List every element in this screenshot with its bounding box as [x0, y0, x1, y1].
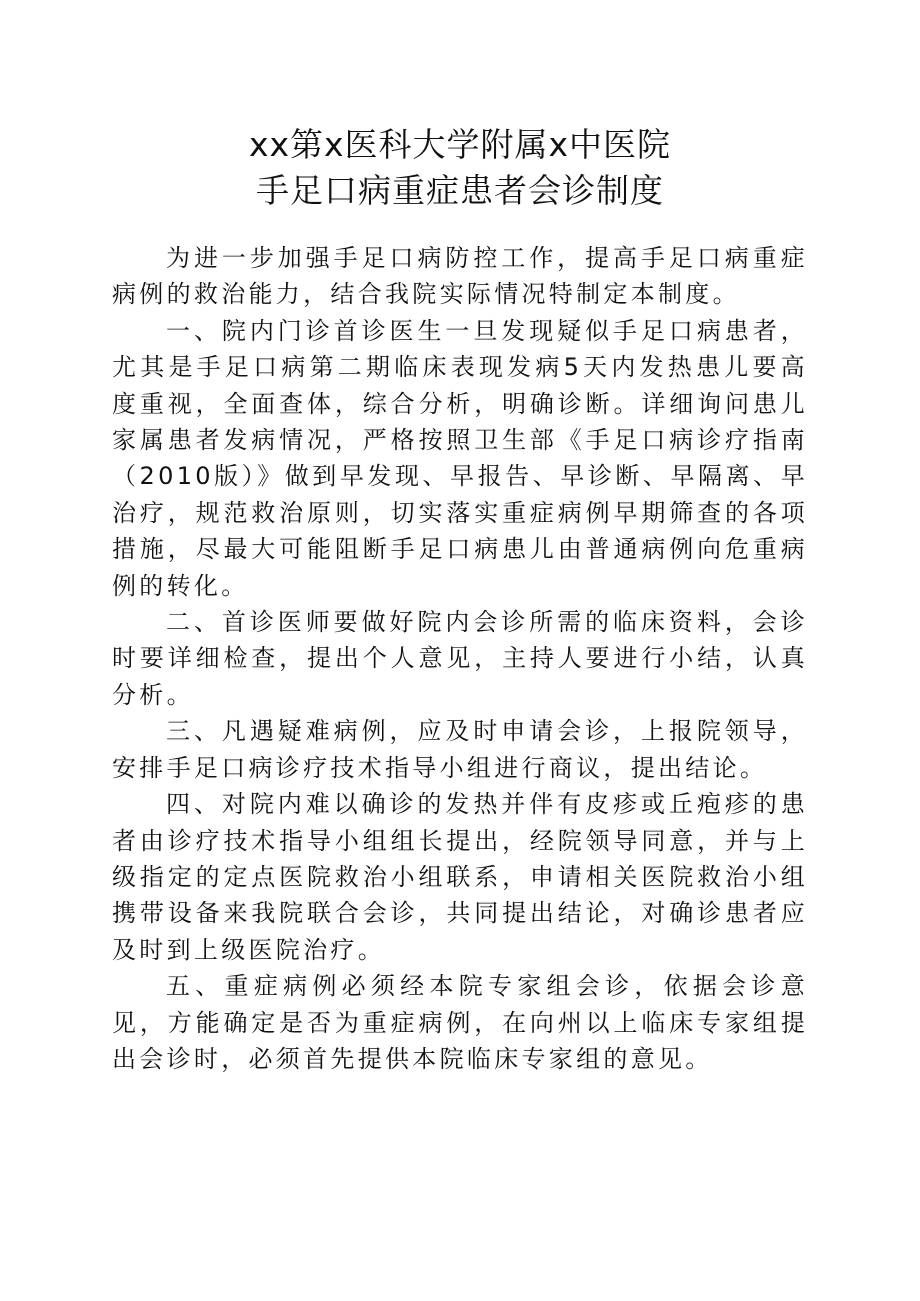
title-regulation-name: 手足口病重症患者会诊制度 [256, 171, 664, 210]
paragraph-intro: 为进一步加强手足口病防控工作，提高手足口病重症病例的救治能力，结合我院实际情况特制定本制度。 [112, 244, 808, 309]
paragraph-item-1: 一、院内门诊首诊医生一旦发现疑似手足口病患者，尤其是手足口病第二期临床表现发病5天内发热患儿要高度重视，全面查体，综合分析，明确诊断。详细询问患儿家属患者发病情况，严格按照卫生部《手足口病诊疗指南（2010版）》做到早发现、早报告、早诊断、早隔离、早治疗，规范救治原则，切实落实重症病例早期筛查的各项措施，尽最大可能阻断手足口病患儿由普通病例向危重病例的转化。 [112, 316, 808, 600]
document-title [0, 122, 920, 214]
paragraph-item-2: 二、首诊医师要做好院内会诊所需的临床资料，会诊时要详细检查，提出个人意见，主持人要进行小结，认真分析。 [112, 608, 808, 709]
paragraph-item-4: 四、对院内难以确诊的发热并伴有皮疹或丘疱疹的患者由诊疗技术指导小组组长提出，经院领导同意，并与上级指定的定点医院救治小组联系，申请相关医院救治小组携带设备来我院联合会诊，共同提出结论，对确诊患者应及时到上级医院治疗。 [112, 790, 808, 964]
title-hospital-name: xx第x医科大学附属x中医院 [248, 125, 672, 164]
paragraph-item-5: 五、重症病例必须经本院专家组会诊，依据会诊意见，方能确定是否为重症病例，在向州以上临床专家组提出会诊时，必须首先提供本院临床专家组的意见。 [112, 972, 808, 1073]
document-body [112, 240, 808, 1077]
paragraph-item-3: 三、凡遇疑难病例，应及时申请会诊，上报院领导，安排手足口病诊疗技术指导小组进行商议，提出结论。 [112, 717, 808, 782]
